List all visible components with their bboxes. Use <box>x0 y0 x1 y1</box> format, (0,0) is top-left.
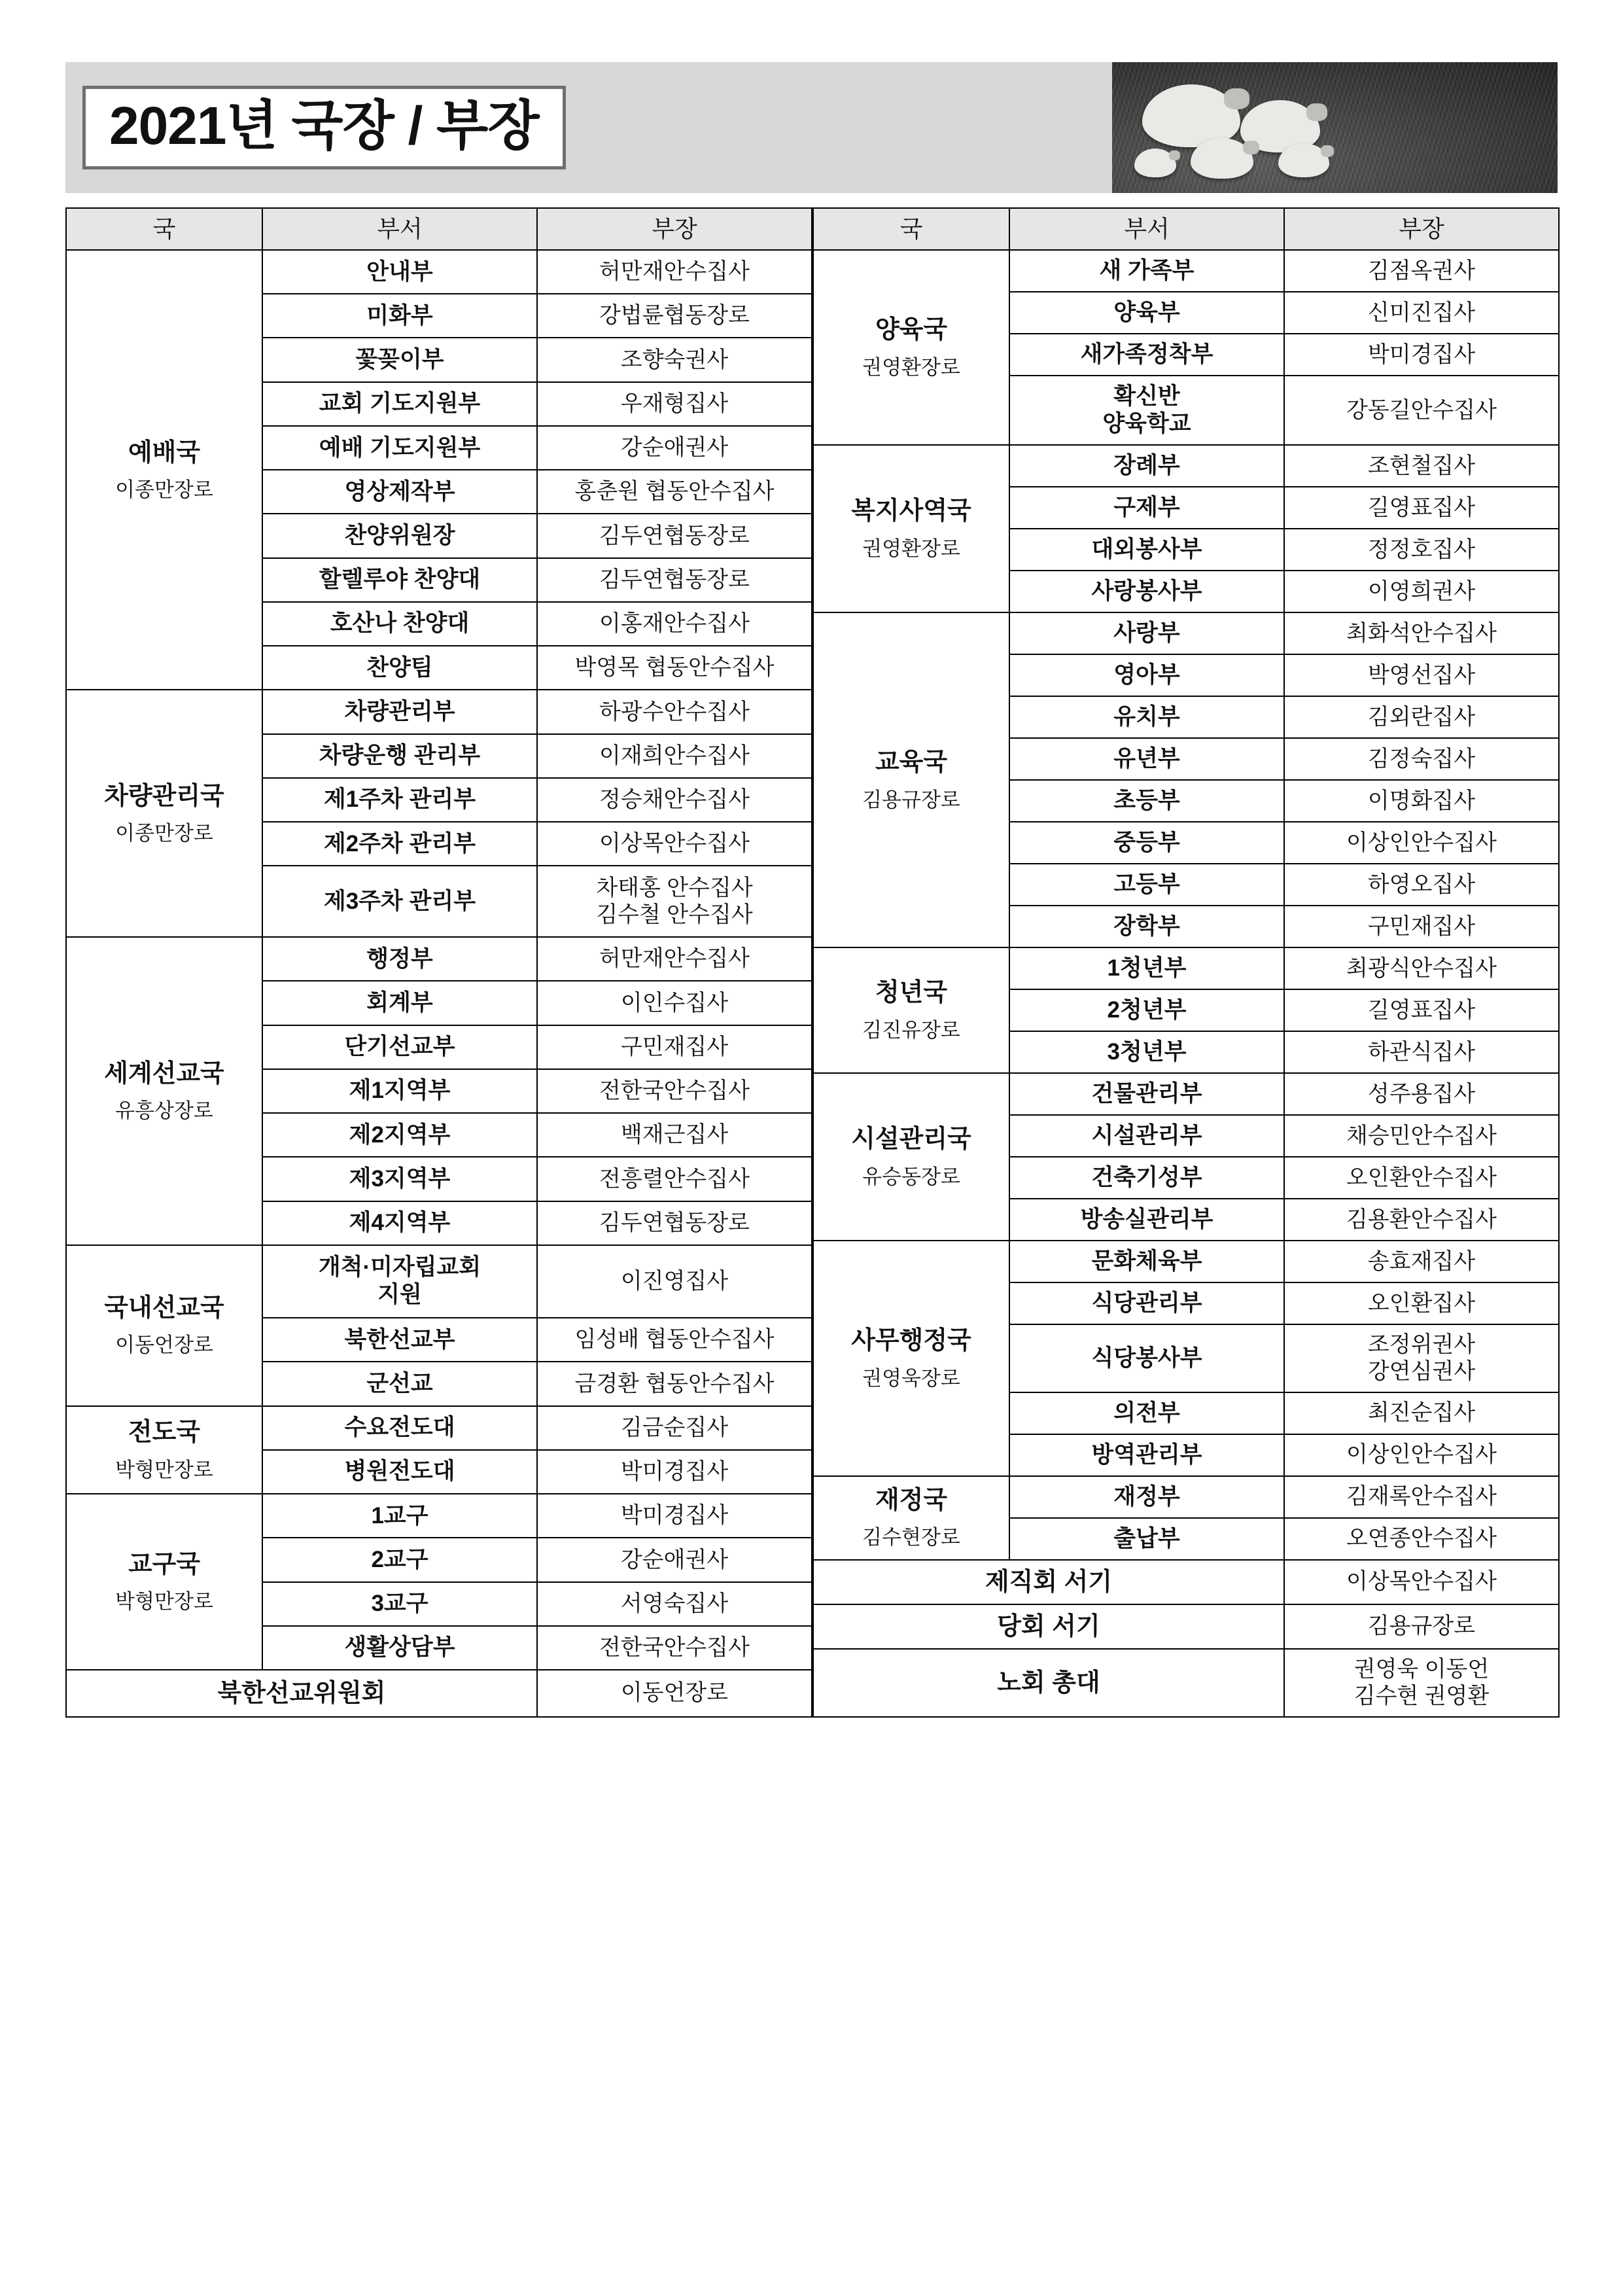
head-cell: 허만재안수집사 <box>537 250 812 294</box>
head-cell: 조정위권사 강연심권사 <box>1284 1324 1559 1392</box>
head-cell: 허만재안수집사 <box>537 937 812 981</box>
guk-name: 세계선교국 <box>104 1059 224 1087</box>
dept-cell: 유년부 <box>1009 738 1284 780</box>
head-cell: 전한국안수집사 <box>537 1626 812 1670</box>
head-cell: 김정숙집사 <box>1284 738 1559 780</box>
table-row <box>66 690 812 733</box>
head-cell: 구민재집사 <box>537 1025 812 1069</box>
column-header-guk: 국 <box>813 208 1009 250</box>
guk-leader: 김용규장로 <box>862 788 960 811</box>
table-row <box>66 1406 812 1450</box>
head-cell: 송효재집사 <box>1284 1241 1559 1282</box>
head-cell: 박영목 협동안수집사 <box>537 646 812 690</box>
presbytery-members: 권영욱 이동언 김수현 권영환 <box>1284 1649 1559 1717</box>
head-cell: 이상목안수집사 <box>537 822 812 866</box>
head-cell: 전흥렬안수집사 <box>537 1157 812 1201</box>
dept-cell: 북한선교부 <box>262 1318 537 1362</box>
dept-cell: 군선교 <box>262 1362 537 1405</box>
table-row <box>813 445 1559 487</box>
head-cell: 박미경집사 <box>1284 334 1559 376</box>
dept-cell: 제2지역부 <box>262 1113 537 1157</box>
column-header-head: 부장 <box>1284 208 1559 250</box>
office-head: 김용규장로 <box>1284 1604 1559 1649</box>
dept-cell: 제1주차 관리부 <box>262 778 537 822</box>
dept-cell: 식당봉사부 <box>1009 1324 1284 1392</box>
head-cell: 서영숙집사 <box>537 1582 812 1626</box>
sheep-icon <box>1134 149 1176 177</box>
title-banner <box>65 62 1112 193</box>
guk-name: 전도국 <box>128 1419 201 1447</box>
dept-cell: 교회 기도지원부 <box>262 382 537 426</box>
table-row <box>66 1494 812 1538</box>
head-cell: 길영표집사 <box>1284 989 1559 1031</box>
dept-cell: 출납부 <box>1009 1518 1284 1560</box>
guk-cell <box>813 1073 1009 1241</box>
document-header <box>65 62 1558 193</box>
head-cell: 이진영집사 <box>537 1245 812 1318</box>
head-cell: 하광수안수집사 <box>537 690 812 733</box>
right-table <box>812 207 1560 1718</box>
guk-leader: 이동언장로 <box>115 1333 213 1357</box>
head-cell: 김점옥권사 <box>1284 250 1559 292</box>
guk-name: 교육국 <box>875 749 948 777</box>
head-cell: 강동길안수집사 <box>1284 376 1559 445</box>
guk-name: 양육국 <box>875 316 948 344</box>
table-header-row <box>813 208 1559 250</box>
dept-cell: 건축기성부 <box>1009 1157 1284 1199</box>
dept-cell: 구제부 <box>1009 487 1284 529</box>
table-row <box>813 1476 1559 1518</box>
guk-leader: 유흥상장로 <box>115 1099 213 1123</box>
table-row <box>813 947 1559 989</box>
table-row <box>813 612 1559 654</box>
dept-cell: 병원전도대 <box>262 1450 537 1494</box>
guk-leader: 이종만장로 <box>115 821 213 845</box>
dept-cell: 제3지역부 <box>262 1157 537 1201</box>
head-cell: 이영희권사 <box>1284 571 1559 612</box>
dept-cell: 영아부 <box>1009 654 1284 696</box>
guk-cell <box>66 1245 262 1406</box>
guk-cell <box>813 250 1009 445</box>
dept-cell: 개척·미자립교회 지원 <box>262 1245 537 1318</box>
table-row <box>813 1604 1559 1649</box>
guk-leader: 권영욱장로 <box>862 1366 960 1390</box>
guk-cell <box>813 612 1009 947</box>
column-header-dept: 부서 <box>1009 208 1284 250</box>
dept-cell: 단기선교부 <box>262 1025 537 1069</box>
head-cell: 홍춘원 협동안수집사 <box>537 470 812 514</box>
head-cell: 김금순집사 <box>537 1406 812 1450</box>
dept-cell: 제2주차 관리부 <box>262 822 537 866</box>
column-header-guk: 국 <box>66 208 262 250</box>
office-label: 당회 서기 <box>813 1604 1284 1649</box>
head-cell: 오연종안수집사 <box>1284 1518 1559 1560</box>
column-header-dept: 부서 <box>262 208 537 250</box>
dept-cell: 제3주차 관리부 <box>262 866 537 937</box>
dept-cell: 양육부 <box>1009 292 1284 334</box>
dept-cell: 차량운행 관리부 <box>262 734 537 778</box>
guk-cell <box>66 937 262 1245</box>
head-cell: 길영표집사 <box>1284 487 1559 529</box>
dept-cell: 초등부 <box>1009 780 1284 822</box>
head-cell: 신미진집사 <box>1284 292 1559 334</box>
head-cell: 정승채안수집사 <box>537 778 812 822</box>
guk-leader: 김진유장로 <box>862 1018 960 1042</box>
table-row <box>813 1649 1559 1717</box>
dept-cell: 문화체육부 <box>1009 1241 1284 1282</box>
dept-cell: 3교구 <box>262 1582 537 1626</box>
table-row <box>813 250 1559 292</box>
table-row <box>813 1560 1559 1604</box>
dept-cell: 재정부 <box>1009 1476 1284 1518</box>
org-tables <box>65 207 1558 1718</box>
head-cell: 이재희안수집사 <box>537 734 812 778</box>
head-cell: 이명화집사 <box>1284 780 1559 822</box>
guk-name: 청년국 <box>875 979 948 1007</box>
sheep-photo <box>1112 62 1558 193</box>
committee-head: 이동언장로 <box>537 1670 812 1717</box>
guk-leader: 이종만장로 <box>115 478 213 501</box>
head-cell: 강법륜협동장로 <box>537 294 812 338</box>
guk-name: 시설관리국 <box>851 1125 971 1154</box>
head-cell: 김재록안수집사 <box>1284 1476 1559 1518</box>
dept-cell: 찬양팀 <box>262 646 537 690</box>
head-cell: 금경환 협동안수집사 <box>537 1362 812 1405</box>
guk-cell <box>66 250 262 690</box>
dept-cell: 영상제작부 <box>262 470 537 514</box>
sheep-icon <box>1278 143 1329 177</box>
table-row <box>66 1245 812 1318</box>
table-row <box>66 1670 812 1717</box>
head-cell: 채승민안수집사 <box>1284 1115 1559 1157</box>
head-cell: 최광식안수집사 <box>1284 947 1559 989</box>
dept-cell: 할렐루야 찬양대 <box>262 558 537 602</box>
guk-cell <box>813 1476 1009 1560</box>
guk-name: 예배국 <box>128 438 201 467</box>
head-cell: 최진순집사 <box>1284 1392 1559 1434</box>
page-title: 2021년 국장 / 부장 <box>82 86 566 169</box>
head-cell: 박영선집사 <box>1284 654 1559 696</box>
table-row <box>813 1073 1559 1115</box>
sheep-icon <box>1191 138 1253 179</box>
head-cell: 백재근집사 <box>537 1113 812 1157</box>
head-cell: 김두연협동장로 <box>537 514 812 557</box>
dept-cell: 장학부 <box>1009 906 1284 947</box>
dept-cell: 차량관리부 <box>262 690 537 733</box>
guk-name: 사무행정국 <box>851 1327 971 1355</box>
head-cell: 이인수집사 <box>537 981 812 1025</box>
dept-cell: 식당관리부 <box>1009 1282 1284 1324</box>
dept-cell: 수요전도대 <box>262 1406 537 1450</box>
head-cell: 하영오집사 <box>1284 864 1559 906</box>
head-cell: 김두연협동장로 <box>537 1201 812 1245</box>
office-head: 이상목안수집사 <box>1284 1560 1559 1604</box>
dept-cell: 꽃꽂이부 <box>262 338 537 381</box>
head-cell: 이홍재안수집사 <box>537 602 812 646</box>
table-row <box>813 1241 1559 1282</box>
left-table <box>65 207 812 1718</box>
guk-leader: 권영환장로 <box>862 537 960 560</box>
table-row <box>66 937 812 981</box>
head-cell: 하관식집사 <box>1284 1031 1559 1073</box>
dept-cell: 회계부 <box>262 981 537 1025</box>
table-header-row <box>66 208 812 250</box>
head-cell: 이상인안수집사 <box>1284 1434 1559 1476</box>
dept-cell: 시설관리부 <box>1009 1115 1284 1157</box>
guk-cell <box>66 690 262 937</box>
guk-leader: 박형만장로 <box>115 1590 213 1614</box>
head-cell: 조향숙권사 <box>537 338 812 381</box>
guk-name: 재정국 <box>875 1487 948 1515</box>
dept-cell: 새가족정착부 <box>1009 334 1284 376</box>
head-cell: 강순애권사 <box>537 1538 812 1581</box>
dept-cell: 2교구 <box>262 1538 537 1581</box>
head-cell: 박미경집사 <box>537 1494 812 1538</box>
head-cell: 오인환집사 <box>1284 1282 1559 1324</box>
head-cell: 성주용집사 <box>1284 1073 1559 1115</box>
guk-cell <box>66 1494 262 1670</box>
head-cell: 구민재집사 <box>1284 906 1559 947</box>
dept-cell: 건물관리부 <box>1009 1073 1284 1115</box>
committee-label: 북한선교위원회 <box>66 1670 537 1717</box>
dept-cell: 1교구 <box>262 1494 537 1538</box>
guk-leader: 박형만장로 <box>115 1458 213 1481</box>
dept-cell: 중등부 <box>1009 822 1284 864</box>
head-cell: 김외란집사 <box>1284 696 1559 738</box>
guk-name: 복지사역국 <box>851 497 971 525</box>
head-cell: 임성배 협동안수집사 <box>537 1318 812 1362</box>
guk-leader: 유승동장로 <box>862 1165 960 1188</box>
head-cell: 최화석안수집사 <box>1284 612 1559 654</box>
dept-cell: 의전부 <box>1009 1392 1284 1434</box>
dept-cell: 확신반 양육학교 <box>1009 376 1284 445</box>
dept-cell: 방송실관리부 <box>1009 1199 1284 1241</box>
guk-name: 차량관리국 <box>104 782 224 810</box>
head-cell: 정정호집사 <box>1284 529 1559 571</box>
guk-name: 교구국 <box>128 1550 201 1578</box>
column-header-head: 부장 <box>537 208 812 250</box>
dept-cell: 대외봉사부 <box>1009 529 1284 571</box>
head-cell: 강순애권사 <box>537 426 812 470</box>
dept-cell: 방역관리부 <box>1009 1434 1284 1476</box>
dept-cell: 장례부 <box>1009 445 1284 487</box>
presbytery-label: 노회 총대 <box>813 1649 1284 1717</box>
head-cell: 김두연협동장로 <box>537 558 812 602</box>
dept-cell: 2청년부 <box>1009 989 1284 1031</box>
guk-name: 국내선교국 <box>104 1294 224 1322</box>
dept-cell: 제1지역부 <box>262 1069 537 1113</box>
guk-cell <box>813 1241 1009 1476</box>
guk-leader: 권영환장로 <box>862 355 960 379</box>
dept-cell: 안내부 <box>262 250 537 294</box>
head-cell: 조현철집사 <box>1284 445 1559 487</box>
dept-cell: 1청년부 <box>1009 947 1284 989</box>
head-cell: 김용환안수집사 <box>1284 1199 1559 1241</box>
guk-leader: 김수현장로 <box>862 1526 960 1549</box>
dept-cell: 호산나 찬양대 <box>262 602 537 646</box>
dept-cell: 미화부 <box>262 294 537 338</box>
head-cell: 전한국안수집사 <box>537 1069 812 1113</box>
dept-cell: 생활상담부 <box>262 1626 537 1670</box>
head-cell: 박미경집사 <box>537 1450 812 1494</box>
dept-cell: 제4지역부 <box>262 1201 537 1245</box>
dept-cell: 유치부 <box>1009 696 1284 738</box>
head-cell: 차태홍 안수집사 김수철 안수집사 <box>537 866 812 937</box>
guk-cell <box>66 1406 262 1494</box>
dept-cell: 사랑부 <box>1009 612 1284 654</box>
dept-cell: 고등부 <box>1009 864 1284 906</box>
head-cell: 오인환안수집사 <box>1284 1157 1559 1199</box>
guk-cell <box>813 445 1009 612</box>
dept-cell: 행정부 <box>262 937 537 981</box>
dept-cell: 찬양위원장 <box>262 514 537 557</box>
dept-cell: 3청년부 <box>1009 1031 1284 1073</box>
dept-cell: 예배 기도지원부 <box>262 426 537 470</box>
office-label: 제직회 서기 <box>813 1560 1284 1604</box>
dept-cell: 사랑봉사부 <box>1009 571 1284 612</box>
dept-cell: 새 가족부 <box>1009 250 1284 292</box>
guk-cell <box>813 947 1009 1073</box>
head-cell: 이상인안수집사 <box>1284 822 1559 864</box>
head-cell: 우재형집사 <box>537 382 812 426</box>
table-row <box>66 250 812 294</box>
